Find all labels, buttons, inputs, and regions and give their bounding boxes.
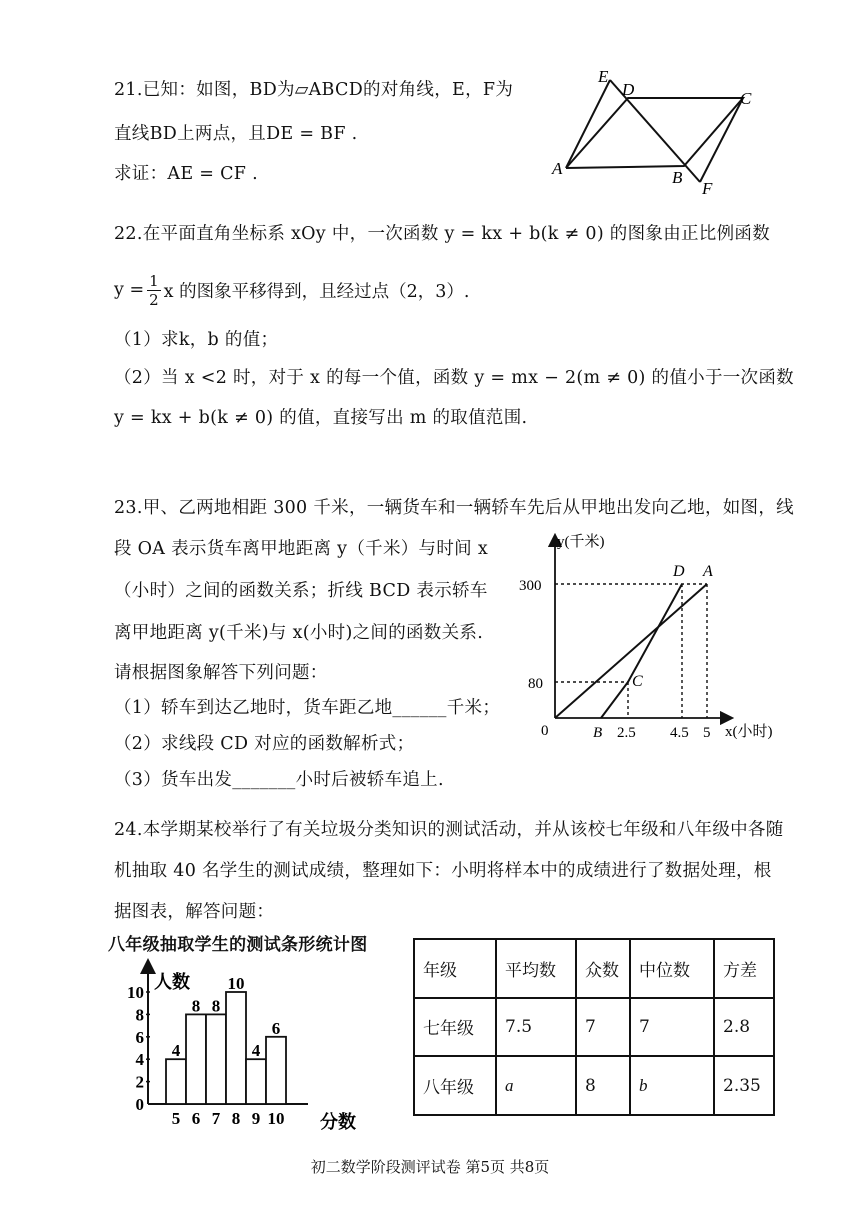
bar-chart-y-label: 人数	[154, 972, 190, 992]
x-tick-b: B	[593, 725, 603, 741]
table-cell: a	[496, 1056, 576, 1115]
bar-5	[166, 1059, 186, 1104]
q24-line3: 据图表，解答问题：	[114, 902, 275, 922]
x-tick-2-5: 2.5	[617, 725, 636, 741]
label-e: E	[598, 67, 609, 86]
label-f: F	[702, 179, 713, 198]
bar-10	[266, 1037, 286, 1104]
table-header-cell: 方差	[714, 939, 774, 998]
bar-chart-y-tick: 6	[135, 1027, 144, 1047]
q21-line3: 求证：AE = CF .	[114, 164, 258, 184]
q21-line2: 直线BD上两点，且DE = BF .	[114, 124, 358, 144]
bar-chart-y-tick: 4	[135, 1050, 144, 1070]
table-header-cell: 年级	[414, 939, 496, 998]
x-axis-label: x(小时)	[725, 724, 773, 740]
bar-9	[246, 1059, 266, 1104]
q22-line2-suffix: x 的图象平移得到，且经过点（2，3）.	[163, 281, 470, 302]
table-cell: 八年级	[414, 1056, 496, 1115]
bar-chart-x-label: 分数	[320, 1112, 356, 1132]
point-c-label: C	[632, 673, 643, 690]
polyline-bcd	[601, 584, 682, 718]
table-header-row	[414, 939, 774, 998]
label-c: C	[740, 89, 752, 108]
bar-8	[226, 992, 246, 1104]
q23-line2: 段 OA 表示货车离甲地距离 y（千米）与时间 x	[114, 539, 488, 559]
point-a-label: A	[703, 563, 713, 580]
table-cell: 7	[576, 998, 630, 1057]
q23-line5: 请根据图象解答下列问题：	[114, 663, 328, 683]
bar-category-label: 6	[191, 1109, 201, 1128]
q22-line2-prefix: y =	[114, 280, 145, 300]
table-header-cell: 平均数	[496, 939, 576, 998]
table-cell: 2.8	[714, 998, 774, 1057]
bar-chart-y-tick: 10	[127, 983, 144, 1002]
y-tick-80: 80	[528, 676, 543, 692]
label-d: D	[622, 80, 635, 99]
bar-6	[186, 1014, 206, 1104]
q24-line2: 机抽取 40 名学生的测试成绩，整理如下：小明将样本中的成绩进行了数据处理，根	[114, 861, 772, 881]
label-a: A	[552, 159, 563, 178]
table-header-cell: 中位数	[630, 939, 714, 998]
bar-category-label: 9	[251, 1109, 261, 1128]
bar-chart-y-tick: 0	[135, 1095, 144, 1114]
page-footer: 初二数学阶段测评试卷 第5页 共8页	[310, 1158, 550, 1176]
table-header-cell: 众数	[576, 939, 630, 998]
q22-frac-den: 2	[149, 290, 159, 309]
q22-part2b: y = kx + b(k ≠ 0) 的值，直接写出 m 的取值范围.	[114, 408, 528, 428]
bar-category-label: 7	[211, 1109, 221, 1128]
q22-part1: （1）求k，b 的值；	[114, 330, 279, 350]
table-cell: 2.35	[714, 1056, 774, 1115]
bar-value-label: 10	[227, 974, 245, 993]
table-cell: 7.5	[496, 998, 576, 1057]
bar-value-label: 8	[191, 996, 201, 1016]
bar-chart-y-tick: 2	[135, 1072, 144, 1092]
bar-category-label: 8	[231, 1109, 241, 1128]
q23-part2: （2）求线段 CD 对应的函数解析式；	[114, 734, 415, 754]
table-cell: 7	[630, 998, 714, 1057]
q22-line1: 22.在平面直角坐标系 xOy 中，一次函数 y = kx + b(k ≠ 0) 的图象由正比例函数	[114, 224, 771, 244]
bar-7	[206, 1014, 226, 1104]
parallelogram-abcd	[566, 98, 743, 168]
x-tick-5: 5	[703, 725, 711, 741]
bar-chart-y-tick: 8	[135, 1005, 144, 1025]
bar-category-label: 10	[267, 1109, 285, 1128]
q23-part3: （3）货车出发_______小时后被轿车追上.	[114, 770, 444, 790]
table-cell: 8	[576, 1056, 630, 1115]
q23-part1: （1）轿车到达乙地时，货车距乙地______千米；	[114, 698, 501, 718]
y-axis-label: y(千米)	[557, 534, 605, 550]
label-b: B	[672, 168, 683, 187]
q22-part2: （2）当 x <2 时，对于 x 的每一个值，函数 y = mx − 2(m ≠ 0) 的值小于一次函数	[114, 368, 794, 388]
bar-category-label: 5	[171, 1109, 181, 1128]
bar-value-label: 8	[211, 996, 221, 1016]
q21-line1: 21.已知：如图，BD为▱ABCD的对角线，E，F为	[114, 80, 514, 100]
q23-graph	[515, 528, 785, 744]
segment-ae	[566, 80, 610, 168]
stats-table	[413, 938, 775, 1116]
bar-value-label: 4	[171, 1041, 181, 1061]
segment-oa	[555, 584, 707, 718]
table-cell: 七年级	[414, 998, 496, 1057]
origin-label: 0	[541, 723, 549, 739]
x-tick-4-5: 4.5	[670, 725, 689, 741]
point-d-label: D	[673, 563, 685, 580]
q23-line4: 离甲地距离 y(千米)与 x(小时)之间的函数关系.	[114, 623, 484, 643]
q22-frac-num: 1	[149, 271, 159, 290]
table-row	[414, 1056, 774, 1115]
q23-line1: 23.甲、乙两地相距 300 千米，一辆货车和一辆轿车先后从甲地出发向乙地，如图，线	[114, 498, 794, 518]
bar-chart-title: 八年级抽取学生的测试条形统计图	[108, 935, 368, 955]
q23-line3: （小时）之间的函数关系；折线 BCD 表示轿车	[114, 581, 488, 601]
q21-figure	[548, 66, 768, 198]
table-cell: b	[630, 1056, 714, 1115]
bar-value-label: 6	[271, 1018, 281, 1038]
q22-fraction	[147, 272, 161, 309]
table-row	[414, 998, 774, 1057]
bar-value-label: 4	[251, 1041, 261, 1061]
q24-line1: 24.本学期某校举行了有关垃圾分类知识的测试活动，并从该校七年级和八年级中各随	[114, 820, 784, 840]
q22-line2	[114, 268, 469, 312]
y-tick-300: 300	[519, 578, 542, 594]
bar-chart	[110, 958, 370, 1134]
